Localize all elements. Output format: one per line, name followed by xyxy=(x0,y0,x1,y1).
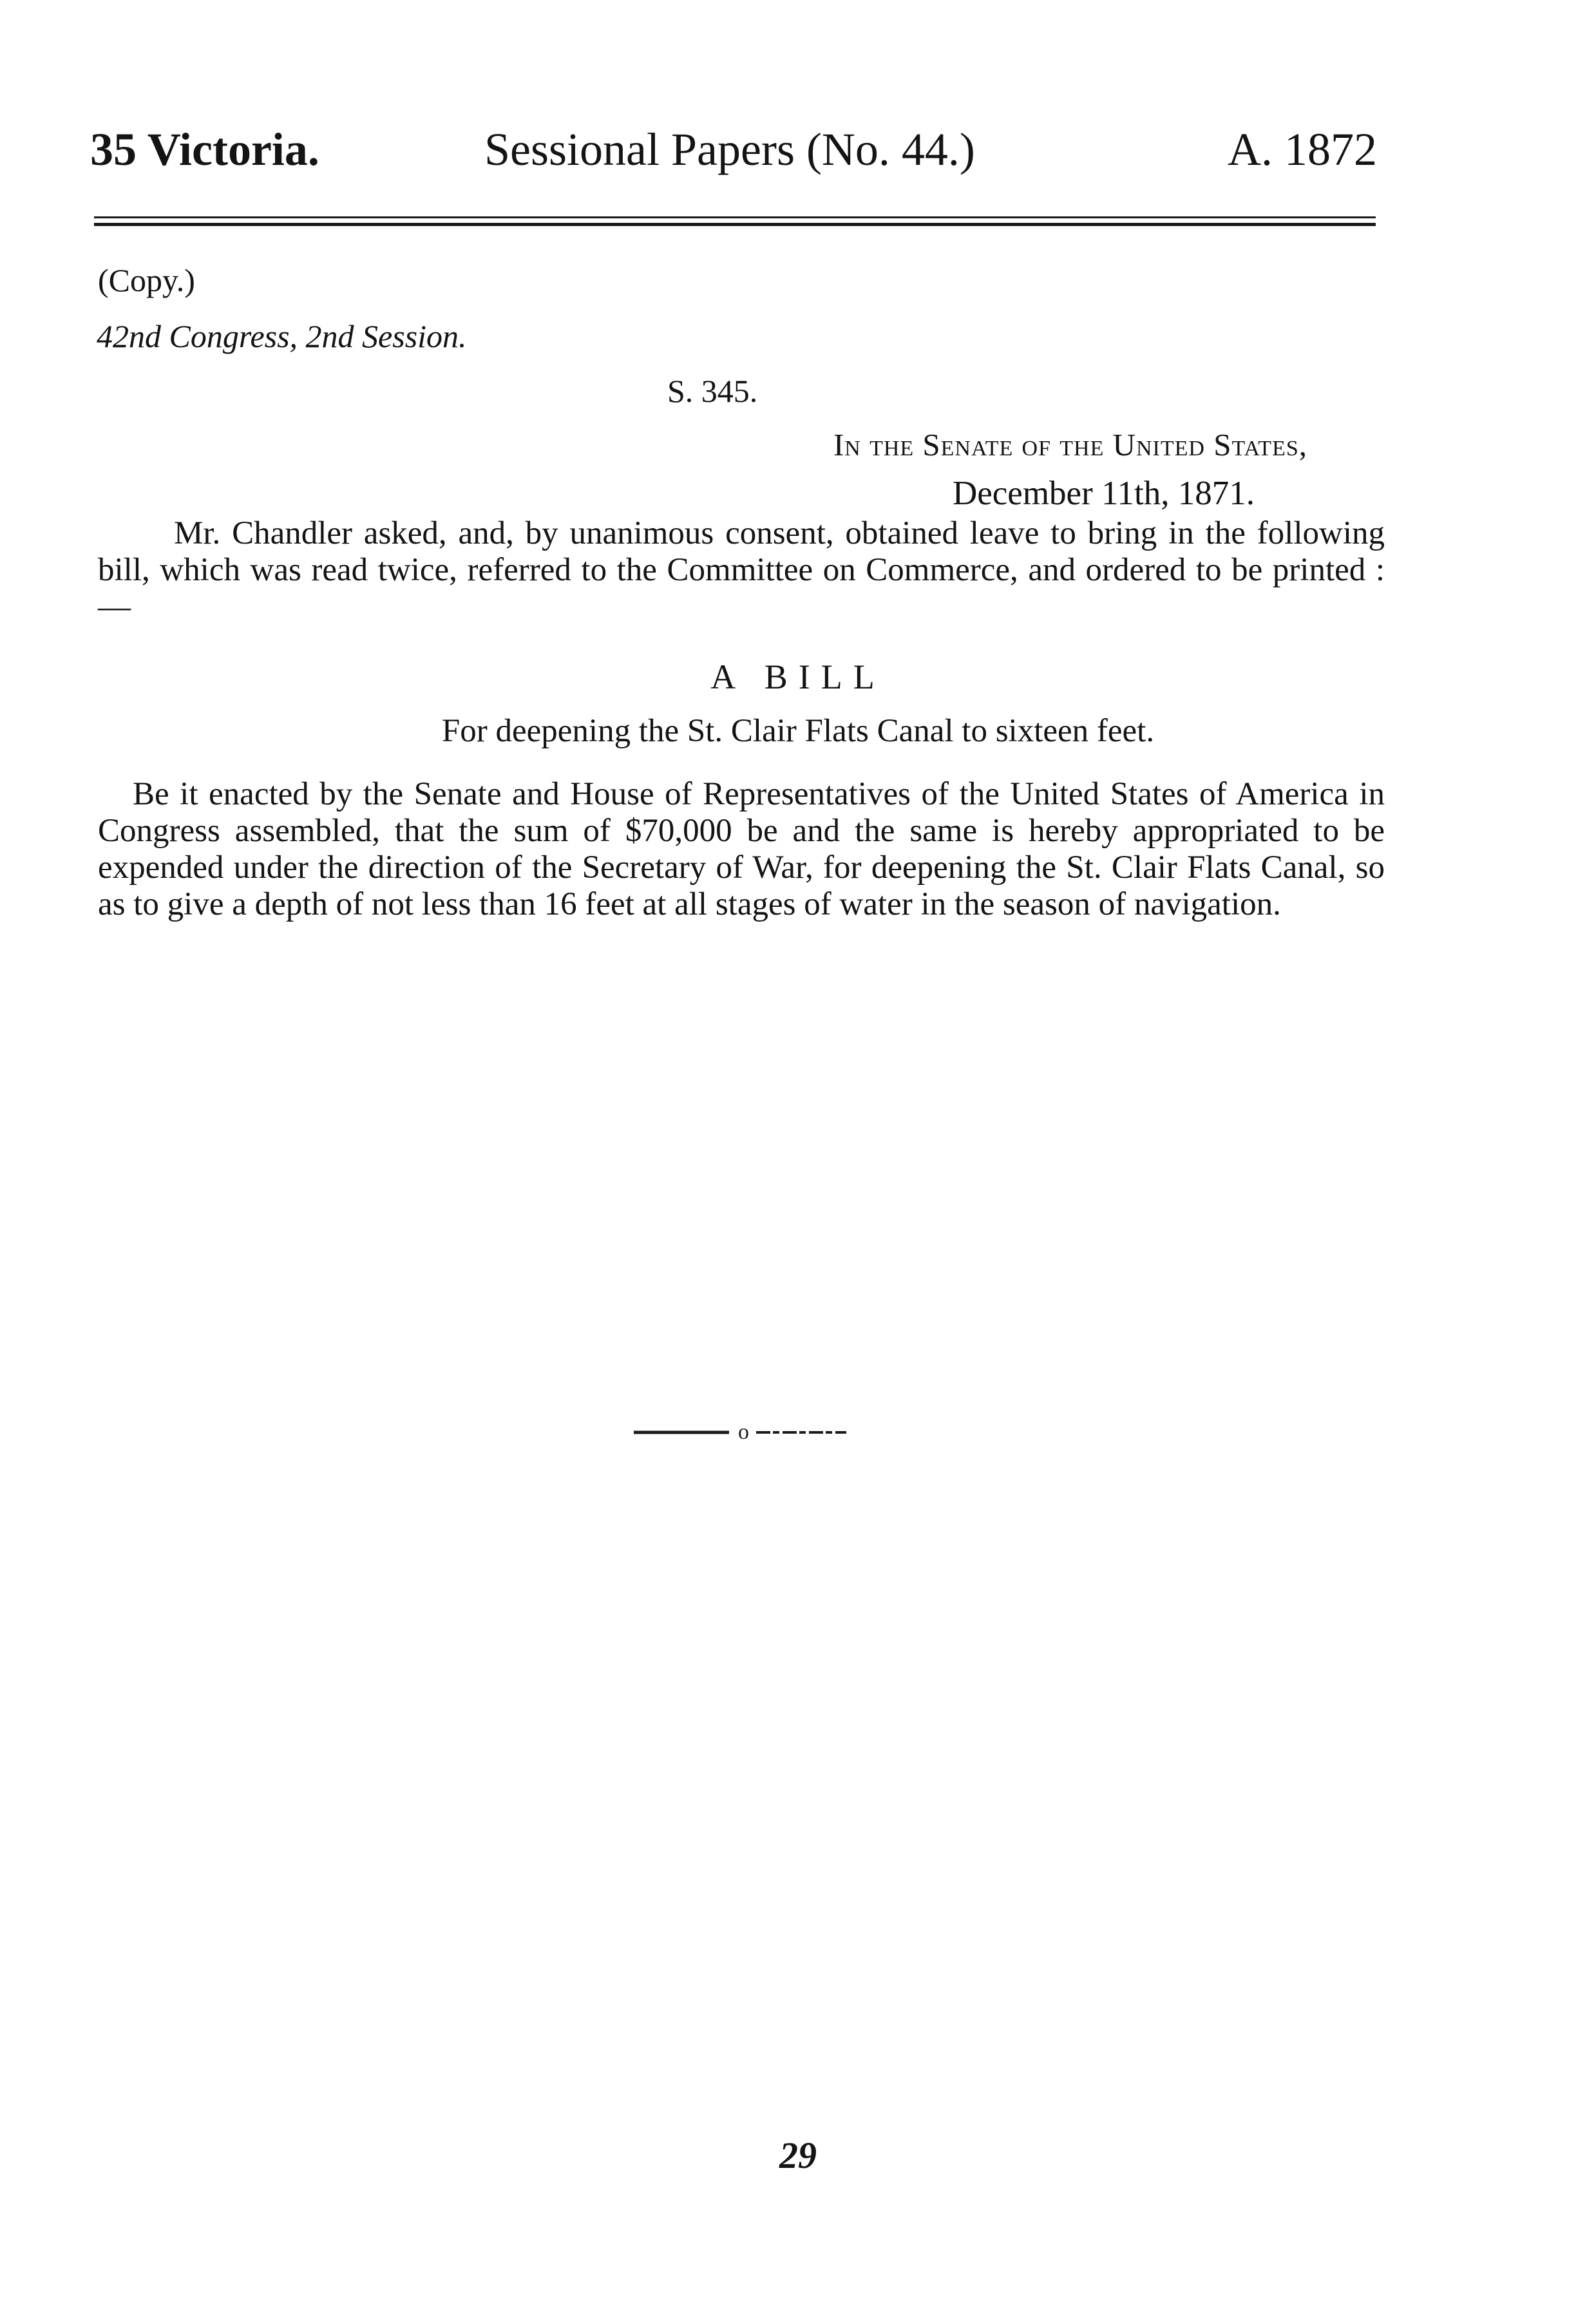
header-sessional-papers: Sessional Papers (No. 44.) xyxy=(484,124,975,175)
enactment-paragraph: Be it enacted by the Senate and House of Representatives of the United States of America in Congress assembled, that the sum of $70,000 be and the same is hereby appropriated to be expended under the direction of the Secretary of War, for deepening the St. Clair Flats Canal, so as to give a depth of not less than 16 feet at all stages of water in the season of navigation. xyxy=(98,776,1385,922)
bill-title: A BILL xyxy=(710,658,886,696)
header-year: A. 1872 xyxy=(1228,124,1377,175)
congress-session: 42nd Congress, 2nd Session. xyxy=(97,318,467,354)
chamber-line: In the Senate of the United States, xyxy=(833,427,1307,462)
bill-number: S. 345. xyxy=(667,373,758,409)
intro-paragraph: Mr. Chandler asked, and, by unanimous consent, obtained leave to bring in the following bill, which was read twice, referred to the Committee on Commerce, and ordered to be printed :— xyxy=(98,515,1385,625)
header-rule-bottom xyxy=(94,223,1376,226)
copy-note: (Copy.) xyxy=(98,262,195,298)
bill-subtitle: For deepening the St. Clair Flats Canal to sixteen feet. xyxy=(441,713,1155,749)
header-rule-top xyxy=(94,216,1376,218)
divider-glyph: o xyxy=(738,1420,749,1444)
header-session-label: 35 Victoria. xyxy=(90,124,319,175)
bill-date: December 11th, 1871. xyxy=(952,475,1255,512)
page-number: 29 xyxy=(779,2134,817,2176)
section-divider xyxy=(631,1419,863,1445)
